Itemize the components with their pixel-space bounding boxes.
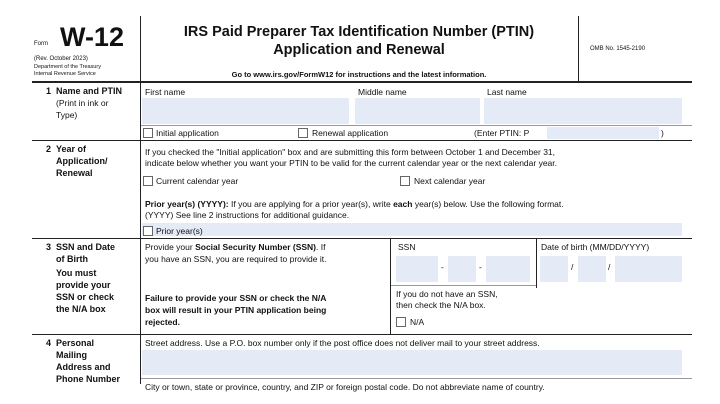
line-3-must-3: SSN or check: [56, 292, 115, 302]
current-calendar-year-checkbox[interactable]: [143, 176, 153, 186]
ssn-dash-1: -: [441, 262, 444, 272]
initial-application-checkbox[interactable]: [143, 128, 153, 138]
ssn-failure-text-3: rejected.: [145, 317, 180, 327]
current-calendar-year-label: Current calendar year: [156, 176, 239, 186]
prior-years-label: Prior year(s): [156, 226, 203, 236]
next-calendar-year-label: Next calendar year: [414, 176, 486, 186]
form-word: Form: [34, 41, 48, 47]
revision-date: (Rev. October 2023): [34, 56, 88, 62]
header-bottom-rule: [32, 81, 692, 83]
ssn-provide-bold: Social Security Number (SSN): [195, 242, 317, 252]
ssn-group-field[interactable]: [448, 256, 476, 282]
dob-slash-1: /: [571, 262, 574, 272]
prior-year-instructions-2: (YYYY) See line 2 instructions for additional guidance.: [145, 210, 350, 220]
line-3-label-1: SSN and Date: [56, 242, 116, 252]
line-1-sub-1: (Print in ink or: [56, 98, 109, 108]
line-1-bottom-rule: [32, 140, 692, 141]
form-number: W-12: [60, 22, 124, 52]
line-1-sub-2: Type): [56, 110, 78, 120]
ssn-na-label: N/A: [410, 317, 425, 327]
line-4-label-2: Mailing: [56, 350, 87, 360]
prior-year-each: each: [393, 199, 413, 209]
dob-column-divider: [536, 238, 537, 288]
ssn-dash-2: -: [479, 262, 482, 272]
prior-year-instructions-1: [145, 199, 564, 210]
form-title-line-1: IRS Paid Preparer Tax Identification Number (PTIN): [183, 24, 535, 40]
line-1-label: Name and PTIN: [56, 86, 123, 96]
ssn-provide-text-1: [145, 242, 325, 253]
prior-year-bold: Prior year(s) (YYYY):: [145, 199, 229, 209]
line-1-number: 1: [46, 86, 52, 96]
middle-name-label: Middle name: [358, 87, 407, 97]
middle-name-field[interactable]: [355, 98, 480, 124]
omb-number: OMB No. 1545-2190: [590, 46, 646, 52]
next-calendar-year-checkbox[interactable]: [400, 176, 410, 186]
line-3-bottom-rule: [32, 334, 692, 335]
initial-application-label: Initial application: [156, 128, 219, 138]
prior-years-checkbox[interactable]: [143, 226, 153, 236]
line-2-bottom-rule: [32, 238, 692, 239]
no-ssn-text-2: then check the N/A box.: [396, 300, 486, 310]
renewal-application-checkbox[interactable]: [298, 128, 308, 138]
line-4-label-4: Phone Number: [56, 374, 121, 384]
line-4-label-3: Address and: [56, 362, 111, 372]
instructions-link-text: Go to www.irs.gov/FormW12 for instructions and the latest information.: [231, 70, 487, 79]
ssn-serial-field[interactable]: [486, 256, 530, 282]
ssn-column-divider: [390, 238, 391, 334]
street-address-rule: [141, 378, 692, 379]
line-4-label-1: Personal: [56, 338, 95, 348]
dob-year-field[interactable]: [615, 256, 682, 282]
renewal-application-label: Renewal application: [312, 128, 389, 138]
last-name-label: Last name: [487, 87, 527, 97]
line-2-label-2: Application/: [56, 156, 108, 166]
ssn-na-checkbox[interactable]: [396, 317, 406, 327]
line-3-must-2: provide your: [56, 280, 111, 290]
no-ssn-text-1: If you do not have an SSN,: [396, 289, 498, 299]
ssn-failure-text-2: box will result in your PTIN application being: [145, 305, 327, 315]
ptin-field[interactable]: [547, 127, 659, 139]
street-address-field[interactable]: [142, 350, 682, 375]
city-state-zip-label: City or town, state or province, country, and ZIP or foreign postal code. Do not abbreviate name of country.: [145, 382, 545, 392]
enter-ptin-close: ): [661, 128, 664, 138]
line-4-number: 4: [46, 338, 52, 348]
line-2-text-1: If you checked the "Initial application" box and are submitting this form between October 1 and December 31,: [145, 147, 556, 157]
dob-month-field[interactable]: [540, 256, 568, 282]
line-1-name-rule: [141, 125, 692, 126]
line-2-label-3: Renewal: [56, 168, 93, 178]
line-3-number: 3: [46, 242, 52, 252]
dob-slash-2: /: [608, 262, 611, 272]
ssn-provide-c: . If: [316, 242, 326, 252]
department-line-2: Internal Revenue Service: [34, 71, 96, 77]
ssn-provide-text-2: you have an SSN, you are required to provide it.: [145, 254, 327, 264]
prior-years-field[interactable]: [142, 223, 682, 236]
department-line-1: Department of the Treasury: [34, 64, 101, 70]
form-title-line-2: Application and Renewal: [273, 42, 445, 58]
line-2-label-1: Year of: [56, 144, 87, 154]
line-2-number: 2: [46, 144, 52, 154]
last-name-field[interactable]: [484, 98, 682, 124]
header-divider-right: [578, 16, 579, 82]
dob-day-field[interactable]: [578, 256, 606, 282]
dob-label: Date of birth (MM/DD/YYYY): [541, 242, 650, 252]
label-column-divider: [140, 83, 141, 384]
line-3-label-2: of Birth: [56, 254, 88, 264]
line-3-must-4: the N/A box: [56, 304, 106, 314]
line-2-text-2: indicate below whether you want your PTIN to be valid for the current calendar year or the next calendar year.: [145, 158, 558, 168]
ssn-box-rule: [391, 285, 536, 286]
ssn-failure-text-1: Failure to provide your SSN or check the N/A: [145, 293, 327, 303]
first-name-field[interactable]: [142, 98, 349, 124]
prior-year-text-b: year(s) below. Use the following format.: [414, 199, 564, 209]
street-address-label: Street address. Use a P.O. box number only if the post office does not deliver mail to your street address.: [145, 338, 540, 348]
ssn-area-field[interactable]: [396, 256, 438, 282]
enter-ptin-label: (Enter PTIN: P: [474, 128, 530, 138]
ssn-provide-a: Provide your: [145, 242, 193, 252]
ssn-label: SSN: [398, 242, 416, 252]
first-name-label: First name: [145, 87, 186, 97]
prior-year-text-a: If you are applying for a prior year(s), write: [231, 199, 391, 209]
line-3-must-1: You must: [56, 268, 97, 278]
